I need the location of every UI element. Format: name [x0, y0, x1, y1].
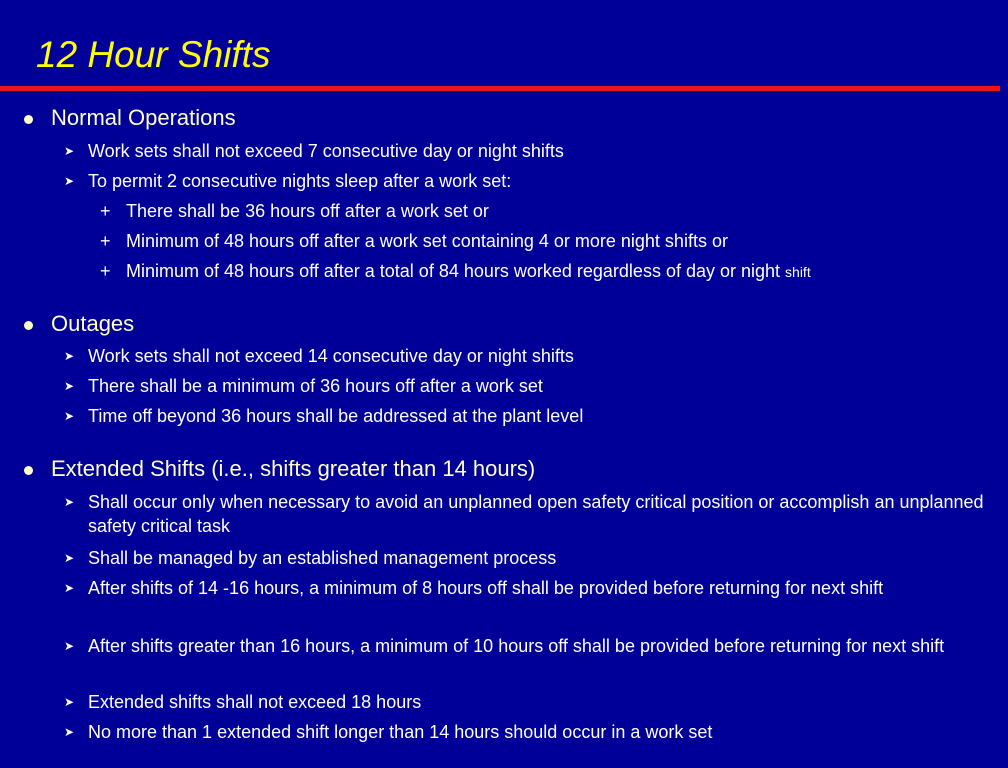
list-item	[64, 404, 1008, 428]
arrowhead-bullet-icon: ➤	[64, 639, 75, 653]
arrowhead-bullet-icon: ➤	[64, 695, 75, 709]
list-item	[64, 690, 1008, 714]
sub-list-item-text: Minimum of 48 hours off after a work set containing 4 or more night shifts or	[126, 231, 728, 251]
arrowhead-bullet-icon: ➤	[64, 174, 75, 188]
list-item	[64, 139, 1008, 163]
list-item-text: To permit 2 consecutive nights sleep after a work set:	[88, 171, 512, 191]
plus-bullet-icon: +	[100, 261, 111, 281]
list-item-text: After shifts of 14 -16 hours, a minimum of 8 hours off shall be provided before returning for next shift	[88, 578, 884, 598]
list-item	[64, 374, 1008, 398]
title-underline	[0, 86, 1000, 91]
list-item-text: No more than 1 extended shift longer than 14 hours should occur in a work set	[88, 722, 713, 742]
circle-bullet-icon	[24, 115, 33, 124]
list-item	[64, 634, 1008, 658]
sub-list-item-main: Minimum of 48 hours off after a total of 84 hours worked regardless of day or night	[126, 261, 781, 281]
section-heading-label: Normal Operations	[51, 105, 236, 130]
plus-bullet-icon: +	[100, 201, 111, 221]
circle-bullet-icon	[24, 321, 33, 330]
arrowhead-bullet-icon: ➤	[64, 725, 75, 739]
arrowhead-bullet-icon: ➤	[64, 551, 75, 565]
section-heading-normal-operations	[24, 104, 236, 132]
list-item-text: Work sets shall not exceed 7 consecutive day or night shifts	[88, 141, 564, 161]
list-item	[64, 720, 1008, 744]
list-item-text: Work sets shall not exceed 14 consecutive day or night shifts	[88, 346, 574, 366]
list-item	[64, 169, 1008, 193]
sub-list-item-tail: shift	[785, 264, 811, 280]
list-item-text: Extended shifts shall not exceed 18 hours	[88, 692, 422, 712]
sub-list-item	[100, 229, 728, 253]
list-item	[64, 490, 1008, 538]
list-item-text: There shall be a minimum of 36 hours off after a work set	[88, 376, 543, 396]
arrowhead-bullet-icon: ➤	[64, 581, 75, 595]
section-heading-outages	[24, 310, 134, 338]
sub-list-item	[100, 259, 811, 284]
sub-list-item-text	[126, 259, 811, 284]
list-item	[64, 576, 1008, 600]
list-item	[64, 546, 1008, 570]
arrowhead-bullet-icon: ➤	[64, 495, 75, 509]
arrowhead-bullet-icon: ➤	[64, 409, 75, 423]
list-item	[64, 344, 1008, 368]
arrowhead-bullet-icon: ➤	[64, 379, 75, 393]
arrowhead-bullet-icon: ➤	[64, 349, 75, 363]
section-heading-label: Extended Shifts (i.e., shifts greater than 14 hours)	[51, 456, 536, 481]
section-heading-extended-shifts	[24, 455, 535, 483]
list-item-text: Shall occur only when necessary to avoid an unplanned open safety critical position or accomplish an unplanned safety critical task	[88, 492, 984, 536]
sub-list-item	[100, 199, 489, 223]
arrowhead-bullet-icon: ➤	[64, 144, 75, 158]
list-item-text: After shifts greater than 16 hours, a minimum of 10 hours off shall be provided before returning for next shift	[88, 636, 945, 656]
sub-list-item-text: There shall be 36 hours off after a work set or	[126, 201, 489, 221]
list-item-text: Time off beyond 36 hours shall be addressed at the plant level	[88, 406, 584, 426]
list-item-text: Shall be managed by an established management process	[88, 548, 557, 568]
circle-bullet-icon	[24, 466, 33, 475]
slide-title: 12 Hour Shifts	[36, 34, 271, 75]
section-heading-label: Outages	[51, 311, 135, 336]
plus-bullet-icon: +	[100, 231, 111, 251]
